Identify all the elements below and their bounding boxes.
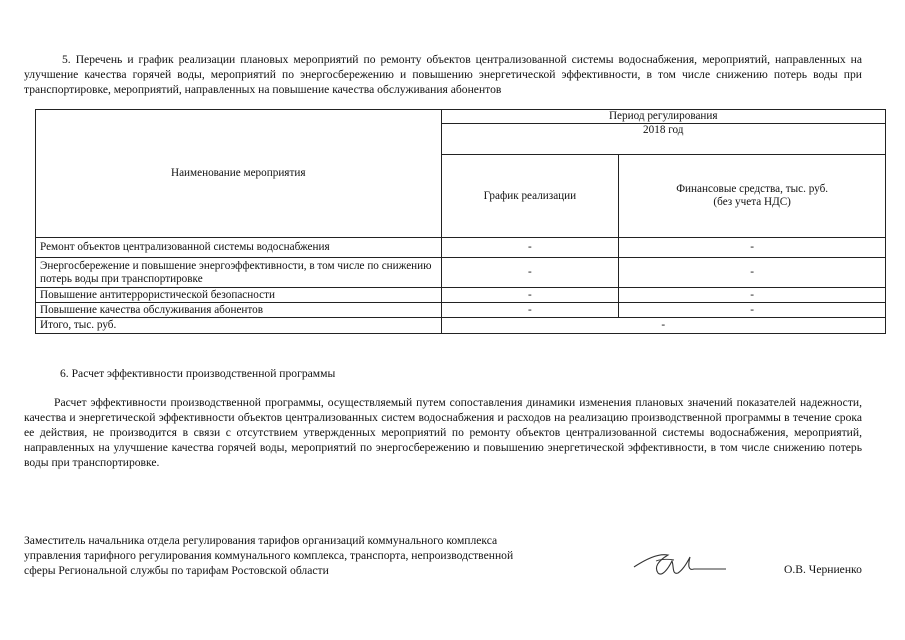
header-finance-line1: Финансовые средства, тыс. руб. [676,183,829,195]
activities-table [35,109,886,334]
header-finance [619,155,886,238]
row-schedule: - [441,238,619,258]
handwritten-signature [628,547,728,581]
total-value: - [441,318,885,334]
table-row [36,258,886,288]
signer-name: О.В. Черниенко [784,563,862,576]
total-label: Итого, тыс. руб. [36,318,442,334]
row-name: Повышение качества обслуживания абонентов [36,303,442,318]
signer-position-line2: управления тарифного регулирования коммунального комплекса, транспорта, непроизводственной [24,549,514,562]
row-name: Ремонт объектов централизованной системы водоснабжения [36,238,442,258]
row-finance: - [619,258,886,288]
row-finance: - [619,238,886,258]
header-year: 2018 год [441,124,885,155]
total-row [36,318,886,334]
row-finance: - [619,303,886,318]
section-6-heading: 6. Расчет эффективности производственной программы [60,367,336,380]
signer-position [24,533,584,578]
table-row [36,303,886,318]
signer-position-line1: Заместитель начальника отдела регулирования тарифов организаций коммунального комплекса [24,534,498,547]
row-name: Энергосбережение и повышение энергоэффективности, в том числе по снижению потерь воды при транспортировке [36,258,442,288]
table-row [36,288,886,303]
header-period: Период регулирования [441,110,885,124]
section-6-paragraph: Расчет эффективности производственной программы, осуществляемый путем сопоставления динамики изменения плановых значений показателей надежности, качества и энергетической эффективности объектов централизованных систем водоснабжения и расходов на реализацию производственной программы в течение срока ее действия, не производится в связи с отсутствием утвержденных мероприятий по ремонту объектов централизованной системы водоснабжения, мероприятий, направленных на улучшение качества горячей воды, мероприятий по энергосбережению и повышению энергетической эффективности, в том числе снижению потерь воды при транспортировке. [24,396,862,469]
header-activity-name: Наименование мероприятия [36,110,442,238]
signer-position-line3: сферы Региональной службы по тарифам Ростовской области [24,564,329,577]
header-schedule: График реализации [441,155,619,238]
header-finance-line2: (без учета НДС) [713,196,791,208]
row-schedule: - [441,303,619,318]
row-schedule: - [441,258,619,288]
row-finance: - [619,288,886,303]
table-row [36,238,886,258]
section-5-paragraph: 5. Перечень и график реализации плановых мероприятий по ремонту объектов централизованной системы водоснабжения, мероприятий, направленных на улучшение качества горячей воды, мероприятий по энергосбережению и повышению энергетической эффективности, в том числе снижению потерь воды при транспортировке, мероприятий, направленных на повышение качества обслуживания абонентов [24,53,862,96]
row-schedule: - [441,288,619,303]
row-name: Повышение антитеррористической безопасности [36,288,442,303]
